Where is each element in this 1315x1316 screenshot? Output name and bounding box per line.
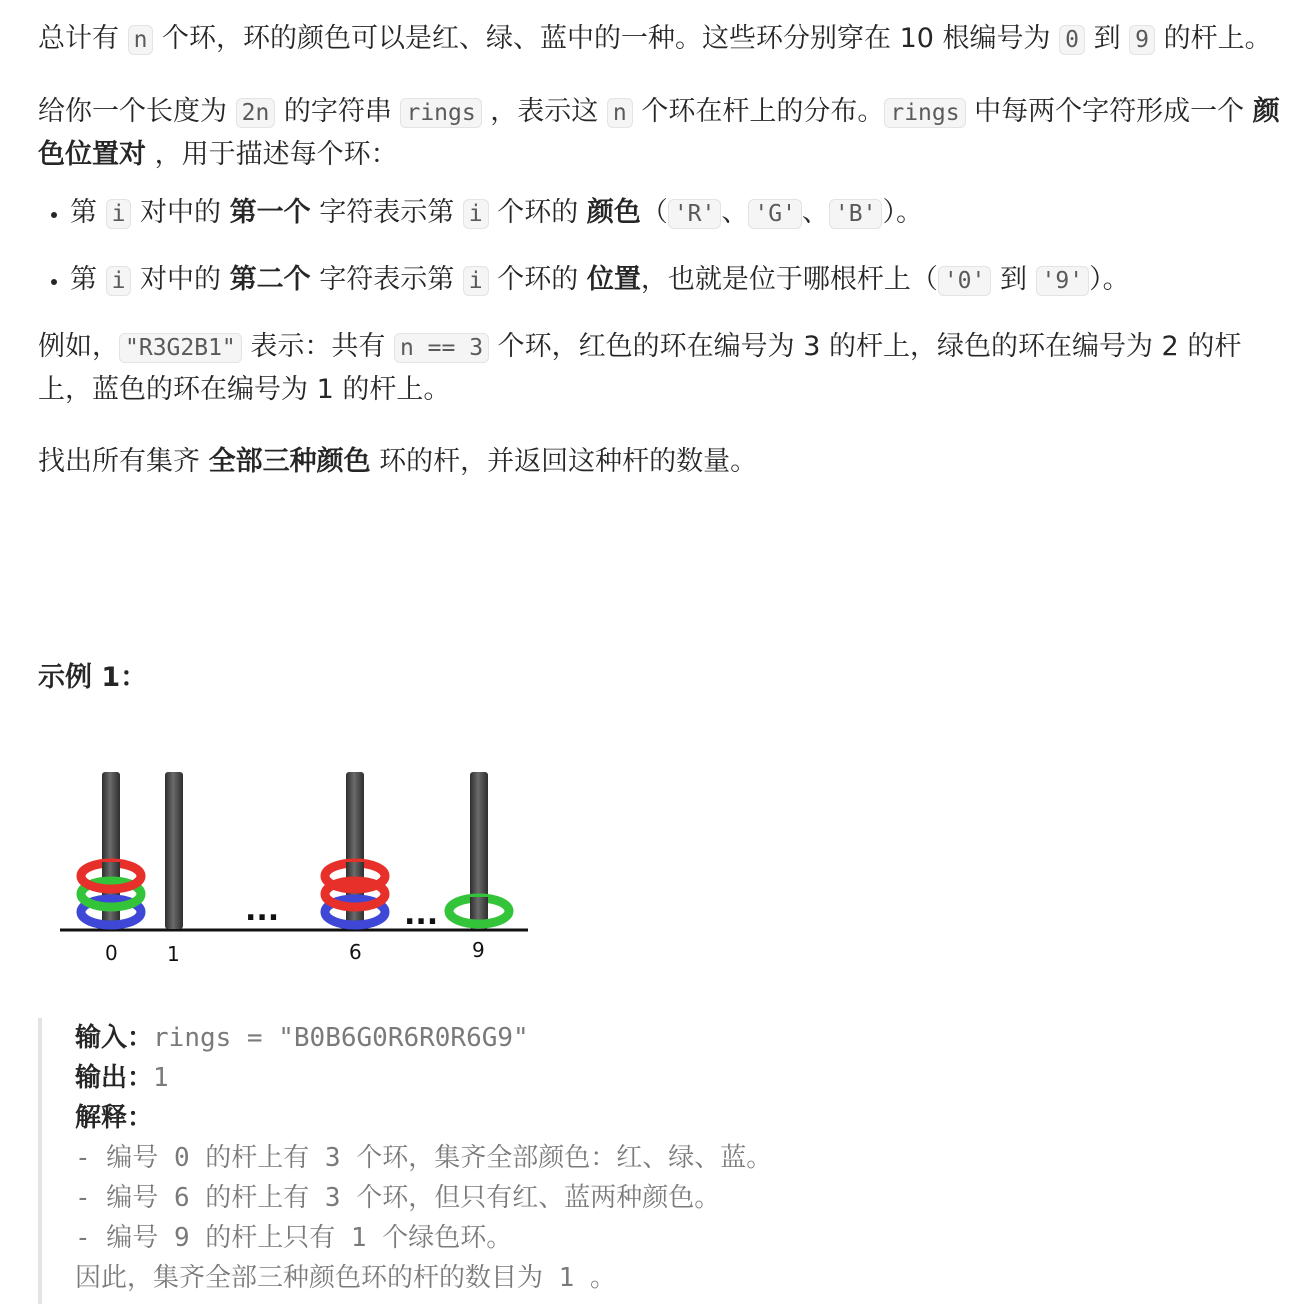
inline-code: 'G' <box>748 199 802 229</box>
bold-term: 颜色位置对 <box>38 96 1280 170</box>
inline-code: 2n <box>236 98 276 128</box>
bold-term: 全部三种颜色 <box>208 446 371 477</box>
task-paragraph: 找出所有集齐 全部三种颜色 环的杆，并返回这种杆的数量。 <box>38 446 758 477</box>
example-paragraph: 例如， "R3G2B1" 表示：共有 n == 3 个环，红色的环在编号为 3 的杆上，绿色的环在编号为 2 的杆上，蓝色的环在编号为 1 的杆上。 <box>38 331 1242 405</box>
rod-label-9: 9 <box>472 938 485 962</box>
bold-term: 第二个 <box>229 264 311 295</box>
inline-code: i <box>106 199 132 229</box>
bold-term: 第一个 <box>229 197 311 228</box>
rings-illustration <box>55 760 535 970</box>
inline-code: rings <box>884 98 965 128</box>
inline-code: '0' <box>938 266 992 296</box>
inline-code: i <box>106 266 132 296</box>
list-item: • 第 i 对中的 第二个 字符表示第 i 个环的 位置，也就是位于哪根杆上（ '0' 到 '9' ）。 <box>70 259 1283 302</box>
inline-code: n <box>128 25 154 55</box>
rod-label-0: 0 <box>105 941 118 965</box>
inline-code: 9 <box>1129 25 1155 55</box>
example-block <box>38 1018 1278 1304</box>
rings-svg <box>55 760 535 970</box>
explain-line: 因此，集齐全部三种颜色环的杆的数目为 1 。 <box>75 1263 616 1293</box>
bold-term: 位置 <box>586 264 641 295</box>
input-label: 输入： <box>75 1023 154 1053</box>
inline-code: '9' <box>1036 266 1090 296</box>
list-item: • 第 i 对中的 第一个 字符表示第 i 个环的 颜色（ 'R' 、 'G' 、 'B' ）。 <box>70 192 1283 235</box>
ellipsis-left: ... <box>245 893 280 928</box>
inline-code: 'R' <box>668 199 722 229</box>
inline-code: n == 3 <box>394 333 489 363</box>
inline-code: "R3G2B1" <box>119 333 242 363</box>
output-value: 1 <box>153 1063 169 1093</box>
rod-1 <box>165 772 183 929</box>
inline-code: i <box>463 199 489 229</box>
problem-description <box>38 18 1283 483</box>
rod-9 <box>470 772 488 929</box>
inline-code: i <box>463 266 489 296</box>
bold-term: 颜色 <box>586 197 641 228</box>
inline-code: 'B' <box>829 199 883 229</box>
rule-list <box>38 192 1283 302</box>
ellipsis-right: ... <box>404 897 439 932</box>
explain-line: - 编号 6 的杆上有 3 个环，但只有红、蓝两种颜色。 <box>75 1183 721 1213</box>
inline-code: rings <box>400 98 481 128</box>
explain-line: - 编号 0 的杆上有 3 个环，集齐全部颜色：红、绿、蓝。 <box>75 1143 773 1173</box>
output-label: 输出： <box>75 1063 154 1093</box>
rod-label-1: 1 <box>167 942 180 966</box>
inline-code: n <box>607 98 633 128</box>
explain-label: 解释： <box>75 1103 154 1133</box>
intro-paragraph-2: 给你一个长度为 2n 的字符串 rings ，表示这 n 个环在杆上的分布。 rings 中每两个字符形成一个 颜色位置对 ，用于描述每个环： <box>38 96 1280 170</box>
example-title: 示例 1： <box>38 662 148 693</box>
intro-paragraph-1: 总计有 n 个环，环的颜色可以是红、绿、蓝中的一种。这些环分别穿在 10 根编号为 0 到 9 的杆上。 <box>38 23 1272 54</box>
input-value: rings = "B0B6G0R6R0R6G9" <box>153 1023 529 1053</box>
inline-code: 0 <box>1059 25 1085 55</box>
rod-label-6: 6 <box>349 940 362 964</box>
explain-line: - 编号 9 的杆上只有 1 个绿色环。 <box>75 1223 513 1253</box>
